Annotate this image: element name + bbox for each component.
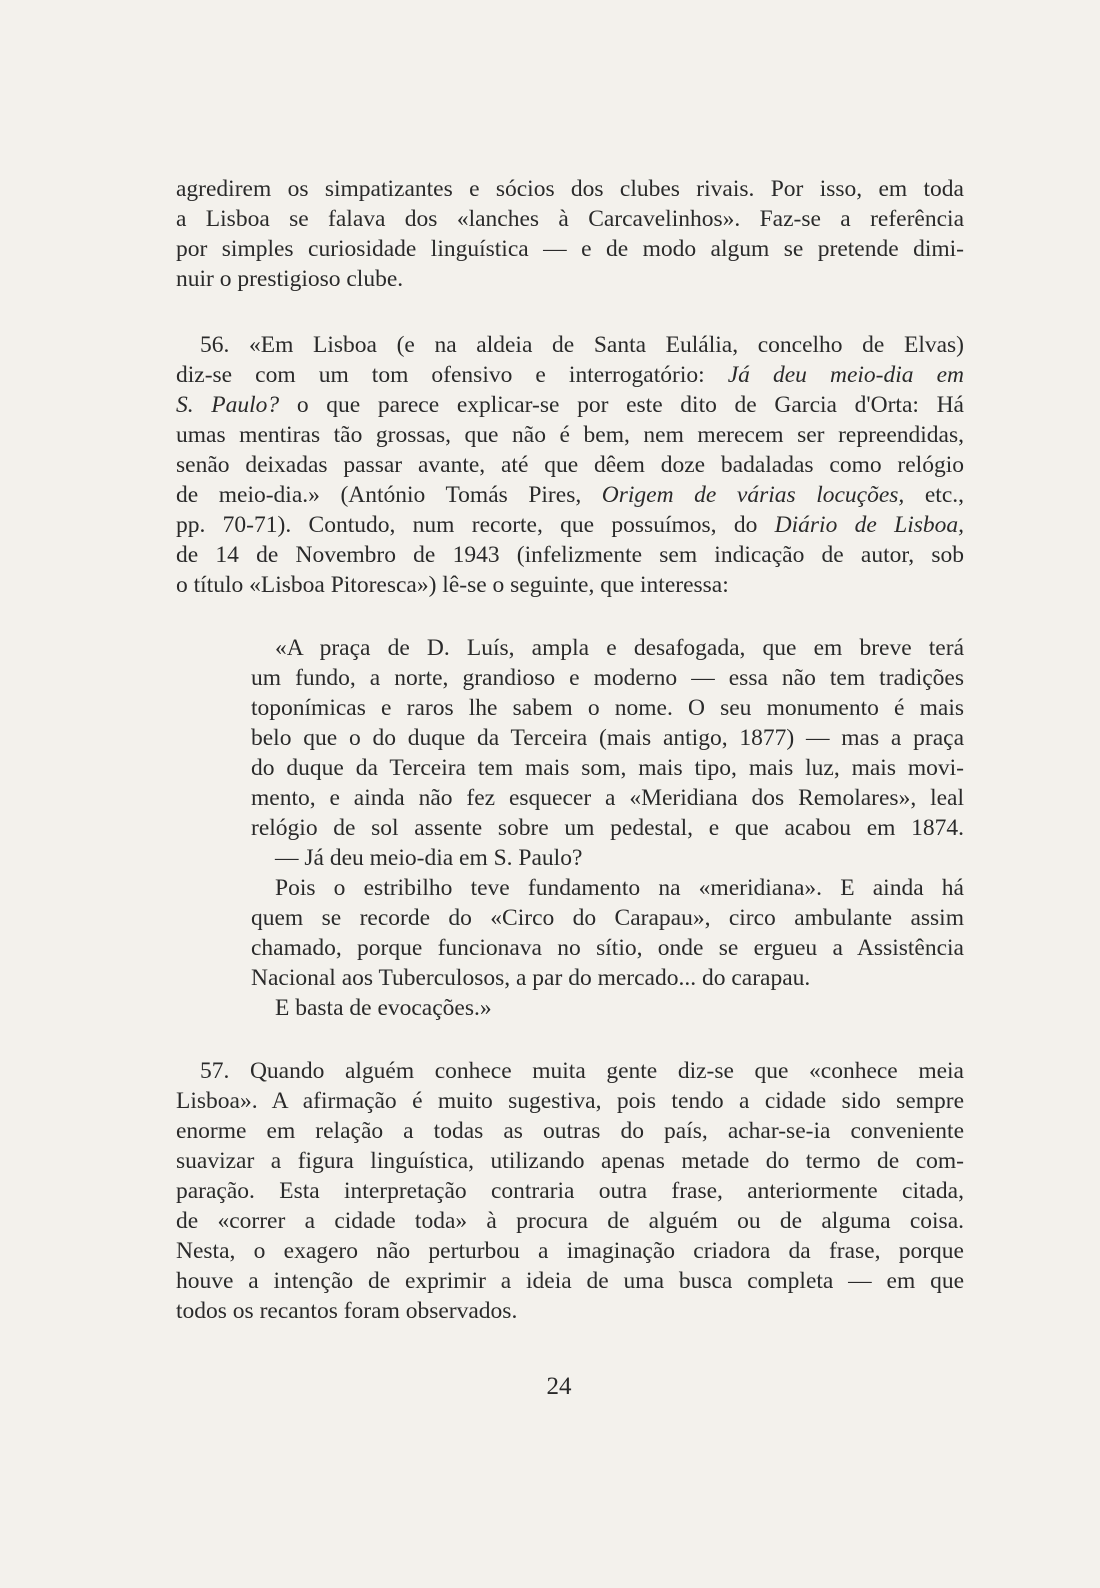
text-line: todos os recantos foram observados. xyxy=(176,1298,518,1324)
text-line: relógio de sol assente sobre um pedestal, e que acabou em 1874. xyxy=(251,815,964,841)
text-line xyxy=(176,510,964,540)
text-line: chamado, porque funcionava no sítio, onde se ergueu a Assistência xyxy=(251,935,964,961)
text-line: agredirem os simpatizantes e sócios dos clubes rivais. Por isso, em toda xyxy=(176,176,964,202)
text-line: de 14 de Novembro de 1943 (infelizmente sem indicação de autor, sob xyxy=(176,542,964,568)
text-run: etc., xyxy=(904,482,965,508)
text-line: Nesta, o exagero não perturbou a imaginação criadora da frase, porque xyxy=(176,1238,964,1264)
paragraph-56 xyxy=(176,330,964,600)
text-line: por simples curiosidade linguística — e de modo algum se pretende dimi- xyxy=(176,236,964,262)
text-line: senão deixadas passar avante, até que dêem doze badaladas como relógio xyxy=(176,452,964,478)
text-line: 57. Quando alguém conhece muita gente diz-se que «conhece meia xyxy=(200,1058,964,1084)
text-line: um fundo, a norte, grandioso e moderno — essa não tem tradições xyxy=(251,665,964,691)
text-line: de «correr a cidade toda» à procura de alguém ou de alguma coisa. xyxy=(176,1208,964,1234)
italic-run: Origem de várias locuções, xyxy=(601,482,905,508)
paragraph-57 xyxy=(176,1056,964,1326)
text-line: — Já deu meio-dia em S. Paulo? xyxy=(275,845,583,871)
text-line xyxy=(176,360,964,390)
text-line: quem se recorde do «Circo do Carapau», circo ambulante assim xyxy=(251,905,964,931)
text-line: houve a intenção de exprimir a ideia de uma busca completa — em que xyxy=(176,1268,964,1294)
text-line: umas mentiras tão grossas, que não é bem, nem merecem ser repreendidas, xyxy=(176,422,964,448)
text-line: enorme em relação a todas as outras do país, achar-se-ia conveniente xyxy=(176,1118,964,1144)
text-line: paração. Esta interpretação contraria outra frase, anteriormente citada, xyxy=(176,1178,964,1204)
text-line: «A praça de D. Luís, ampla e desafogada, que em breve terá xyxy=(275,635,964,661)
text-line: 56. «Em Lisboa (e na aldeia de Santa Eulália, concelho de Elvas) xyxy=(200,332,964,358)
italic-run: Diário de Lisboa, xyxy=(774,512,965,538)
text-line: do duque da Terceira tem mais som, mais tipo, mais luz, mais movi- xyxy=(251,755,964,781)
text-line: mento, e ainda não fez esquecer a «Meridiana dos Remolares», leal xyxy=(251,785,964,811)
text-run: o que parece explicar-se por este dito de Garcia d'Orta: Há xyxy=(279,392,964,418)
quoted-passage xyxy=(251,633,964,1023)
italic-run: Já deu meio-dia em xyxy=(727,362,964,388)
text-line: suavizar a figura linguística, utilizando apenas metade do termo de com- xyxy=(176,1148,964,1174)
text-line: Nacional aos Tuberculosos, a par do mercado... do carapau. xyxy=(251,965,811,991)
paragraph-top xyxy=(176,174,964,294)
page-number: 24 xyxy=(546,1373,572,1400)
text-line xyxy=(176,480,964,510)
text-line: Pois o estribilho teve fundamento na «meridiana». E ainda há xyxy=(275,875,964,901)
text-run: diz-se com um tom ofensivo e interrogatório: xyxy=(176,362,728,388)
text-line xyxy=(176,390,964,420)
text-line: o título «Lisboa Pitoresca») lê-se o seguinte, que interessa: xyxy=(176,572,729,598)
text-run: de meio-dia.» (António Tomás Pires, xyxy=(176,482,602,508)
text-run: pp. 70-71). Contudo, num recorte, que possuímos, do xyxy=(176,512,775,538)
text-line: nuir o prestigioso clube. xyxy=(176,266,404,292)
text-line: Lisboa». A afirmação é muito sugestiva, pois tendo a cidade sido sempre xyxy=(176,1088,964,1114)
text-line: toponímicas e raros lhe sabem o nome. O seu monumento é mais xyxy=(251,695,964,721)
text-line: a Lisboa se falava dos «lanches à Carcavelinhos». Faz-se a referência xyxy=(176,206,964,232)
italic-run: S. Paulo? xyxy=(176,392,280,418)
text-line: E basta de evocações.» xyxy=(275,995,492,1021)
text-line: belo que o do duque da Terceira (mais antigo, 1877) — mas a praça xyxy=(251,725,964,751)
